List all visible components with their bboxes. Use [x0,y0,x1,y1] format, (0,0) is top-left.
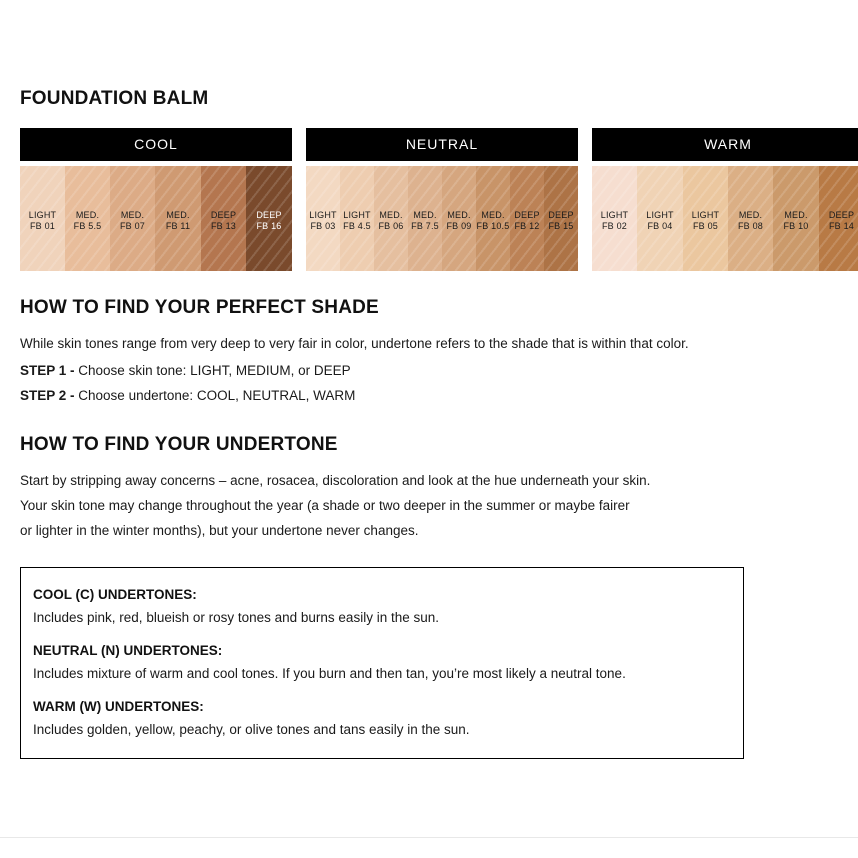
shade-label [592,210,637,232]
shade-code: FB 4.5 [343,221,371,231]
shade-code: FB 04 [647,221,673,231]
shade-label [246,210,292,232]
shade-swatch[interactable] [592,166,637,271]
shade-swatch[interactable] [510,166,544,271]
undertone-line-3: or lighter in the winter months), but your undertone never changes. [20,523,419,538]
shade-swatch[interactable] [773,166,819,271]
shade-label [201,210,246,232]
shade-swatch[interactable] [476,166,510,271]
shade-code: FB 07 [119,221,145,231]
perfect-shade-intro: While skin tones range from very deep to very fair in color, undertone refers to the shade that is within that color. [20,336,689,351]
shade-depth: DEEP [514,210,540,220]
shade-depth: LIGHT [691,210,720,220]
shade-code: FB 13 [210,221,236,231]
shade-depth: LIGHT [600,210,629,220]
shade-label [683,210,728,232]
shade-label [510,210,544,232]
neutral-undertone-desc: Includes mixture of warm and cool tones. If you burn and then tan, you’re most likely a neutral tone. [33,666,626,681]
shade-code: FB 06 [378,221,404,231]
step-1-text: Choose skin tone: LIGHT, MEDIUM, or DEEP [74,363,351,378]
shade-swatch[interactable] [819,166,858,271]
shade-label [65,210,110,232]
shade-swatch[interactable] [201,166,246,271]
shade-label [374,210,408,232]
shade-code: FB 10.5 [476,221,510,231]
shade-chart [20,128,855,271]
cool-undertone-heading: COOL (C) UNDERTONES: [33,587,197,602]
shade-swatch[interactable] [155,166,201,271]
shade-depth: MED. [738,210,763,220]
shade-swatch[interactable] [544,166,578,271]
undertone-definitions-box [20,567,744,759]
swatch-row [306,166,578,271]
shade-label [773,210,819,232]
group-header-warm: WARM [592,128,858,161]
page-title: FOUNDATION BALM [20,88,209,109]
undertone-line-2: Your skin tone may change throughout the year (a shade or two deeper in the summer or maybe fairer [20,498,630,513]
shade-label [306,210,340,232]
shade-swatch[interactable] [683,166,728,271]
shade-swatch[interactable] [306,166,340,271]
shade-depth: MED. [379,210,403,220]
shade-depth: MED. [784,210,808,220]
shade-swatch[interactable] [442,166,476,271]
shade-label [110,210,155,232]
shade-code: FB 5.5 [73,221,102,231]
step-2-label: STEP 2 - [20,388,75,403]
swatch-row [20,166,292,271]
group-header-neutral: NEUTRAL [306,128,578,161]
step-1 [20,358,840,383]
shade-code: FB 15 [548,221,574,231]
shade-swatch[interactable] [340,166,374,271]
shade-code: FB 7.5 [411,221,439,231]
shade-depth: LIGHT [646,210,674,220]
shade-group-cool [20,128,292,271]
shade-swatch[interactable] [374,166,408,271]
shade-code: FB 08 [737,221,763,231]
shade-label [340,210,374,232]
step-2-text: Choose undertone: COOL, NEUTRAL, WARM [74,388,356,403]
definition-item [33,584,731,630]
step-2 [20,383,840,408]
shade-depth: DEEP [210,210,237,220]
shade-swatch[interactable] [110,166,155,271]
group-header-cool: COOL [20,128,292,161]
shade-swatch[interactable] [728,166,773,271]
shade-depth: LIGHT [309,210,337,220]
undertone-heading: HOW TO FIND YOUR UNDERTONE [20,434,338,455]
shade-depth: DEEP [548,210,574,220]
shade-label [20,210,65,232]
neutral-undertone-heading: NEUTRAL (N) UNDERTONES: [33,643,223,658]
shade-depth: MED. [166,210,190,220]
warm-undertone-desc: Includes golden, yellow, peachy, or olive tones and tans easily in the sun. [33,722,470,737]
shade-code: FB 02 [601,221,627,231]
shade-label [155,210,201,232]
shade-swatch[interactable] [408,166,442,271]
shade-swatch[interactable] [246,166,292,271]
definition-item [33,696,731,742]
content-area [20,88,855,759]
perfect-shade-heading: HOW TO FIND YOUR PERFECT SHADE [20,297,379,318]
footer-divider [0,837,858,858]
shade-depth: MED. [413,210,437,220]
shade-label [544,210,578,232]
shade-swatch[interactable] [65,166,110,271]
shade-depth: DEEP [256,210,282,220]
shade-group-warm [592,128,858,271]
step-1-label: STEP 1 - [20,363,75,378]
definition-item [33,640,731,686]
cool-undertone-desc: Includes pink, red, blueish or rosy tones and burns easily in the sun. [33,610,439,625]
shade-code: FB 01 [29,221,55,231]
shade-code: FB 09 [446,221,472,231]
shade-code: FB 12 [514,221,540,231]
shade-code: FB 11 [165,221,191,231]
shade-label [476,210,510,232]
shade-group-neutral [306,128,578,271]
shade-code: FB 03 [310,221,336,231]
shade-swatch[interactable] [20,166,65,271]
shade-swatch[interactable] [637,166,683,271]
undertone-section [20,434,840,543]
warm-undertone-heading: WARM (W) UNDERTONES: [33,699,204,714]
shade-depth: LIGHT [28,210,57,220]
shade-depth: DEEP [828,210,855,220]
shade-depth: MED. [447,210,471,220]
shade-depth: LIGHT [343,210,371,220]
shade-code: FB 14 [828,221,854,231]
shade-label [819,210,858,232]
shade-code: FB 10 [783,221,809,231]
shade-depth: MED. [75,210,100,220]
shade-label [637,210,683,232]
shade-label [408,210,442,232]
shade-code: FB 16 [256,221,282,231]
swatch-row [592,166,858,271]
shade-label [442,210,476,232]
shade-depth: MED. [120,210,145,220]
shade-depth: MED. [481,210,505,220]
undertone-line-1: Start by stripping away concerns – acne, rosacea, discoloration and look at the hue underneath your skin. [20,473,651,488]
shade-code: FB 05 [692,221,718,231]
shade-label [728,210,773,232]
